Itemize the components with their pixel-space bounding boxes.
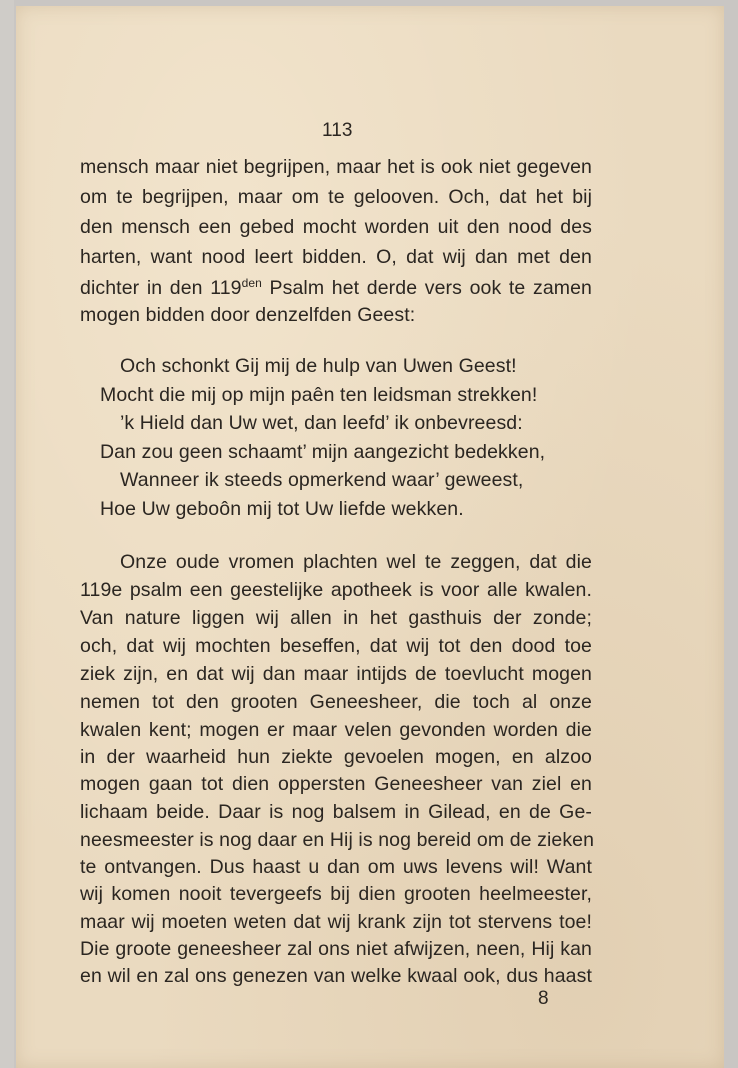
paragraph-line: wij komen nooit tevergeefs bij dien grooten heelmeester, (80, 883, 592, 905)
paragraph-line: maar wij moeten weten dat wij krank zijn tot stervens toe! (80, 911, 592, 933)
paragraph-line: mensch maar niet begrijpen, maar het is ook niet gegeven (80, 156, 592, 178)
paragraph-line: en wil en zal ons genezen van welke kwaal ook, dus haast (80, 965, 592, 987)
verse-line: Mocht die mij op mijn paên ten leidsman strekken! (100, 384, 538, 406)
paragraph-line: om te begrijpen, maar om te gelooven. Och, dat het bij (80, 186, 592, 208)
paragraph-line: 119e psalm een geestelijke apotheek is voor alle kwalen. (80, 579, 592, 601)
line-text: Psalm het derde vers ook te zamen (261, 277, 592, 299)
book-page (16, 6, 724, 1068)
paragraph-line: in der waarheid hun ziekte gevoelen mogen, en alzoo (80, 746, 592, 768)
paragraph-line: Van nature liggen wij allen in het gasthuis der zonde; (80, 607, 592, 629)
paragraph-line-with-superscript (80, 276, 592, 300)
superscript: den (241, 276, 262, 290)
verse-line: Hoe Uw geboôn mij tot Uw liefde wekken. (100, 498, 464, 520)
paragraph-line: mogen gaan tot dien oppersten Geneesheer van ziel en (80, 773, 592, 795)
paragraph-line: och, dat wij mochten beseffen, dat wij tot den dood toe (80, 635, 592, 657)
paragraph-line: nemen tot den grooten Geneesheer, die toch al onze (80, 691, 592, 713)
signature-mark: 8 (538, 988, 549, 1009)
paragraph-line: harten, want nood leert bidden. O, dat wij dan met den (80, 246, 592, 268)
paragraph-line: neesmeester is nog daar en Hij is nog bereid om de zieken (80, 829, 595, 851)
paragraph-line: den mensch een gebed mocht worden uit den nood des (80, 216, 592, 238)
verse-line: Dan zou geen schaamt’ mijn aangezicht bedekken, (100, 441, 546, 463)
paragraph-line: ziek zijn, en dat wij dan maar intijds de toevlucht mogen (80, 663, 592, 685)
verse-line: Wanneer ik steeds opmerkend waar’ geweest, (120, 469, 524, 491)
paragraph-line: mogen bidden door denzelfden Geest: (80, 304, 416, 326)
paragraph-line: Die groote geneesheer zal ons niet afwijzen, neen, Hij kan (80, 938, 592, 960)
page-number: 113 (322, 120, 353, 141)
paragraph-line: lichaam beide. Daar is nog balsem in Gilead, en de Ge- (80, 801, 592, 823)
paragraph-line: te ontvangen. Dus haast u dan om uws levens wil! Want (80, 856, 592, 878)
verse-line: ’k Hield dan Uw wet, dan leefd’ ik onbevreesd: (120, 412, 523, 434)
verse-line: Och schonkt Gij mij de hulp van Uwen Geest! (120, 355, 517, 377)
paragraph-line: Onze oude vromen plachten wel te zeggen, dat die (120, 551, 592, 573)
paragraph-line: kwalen kent; mogen er maar velen gevonden worden die (80, 719, 592, 741)
line-text: dichter in den 119 (80, 277, 242, 299)
